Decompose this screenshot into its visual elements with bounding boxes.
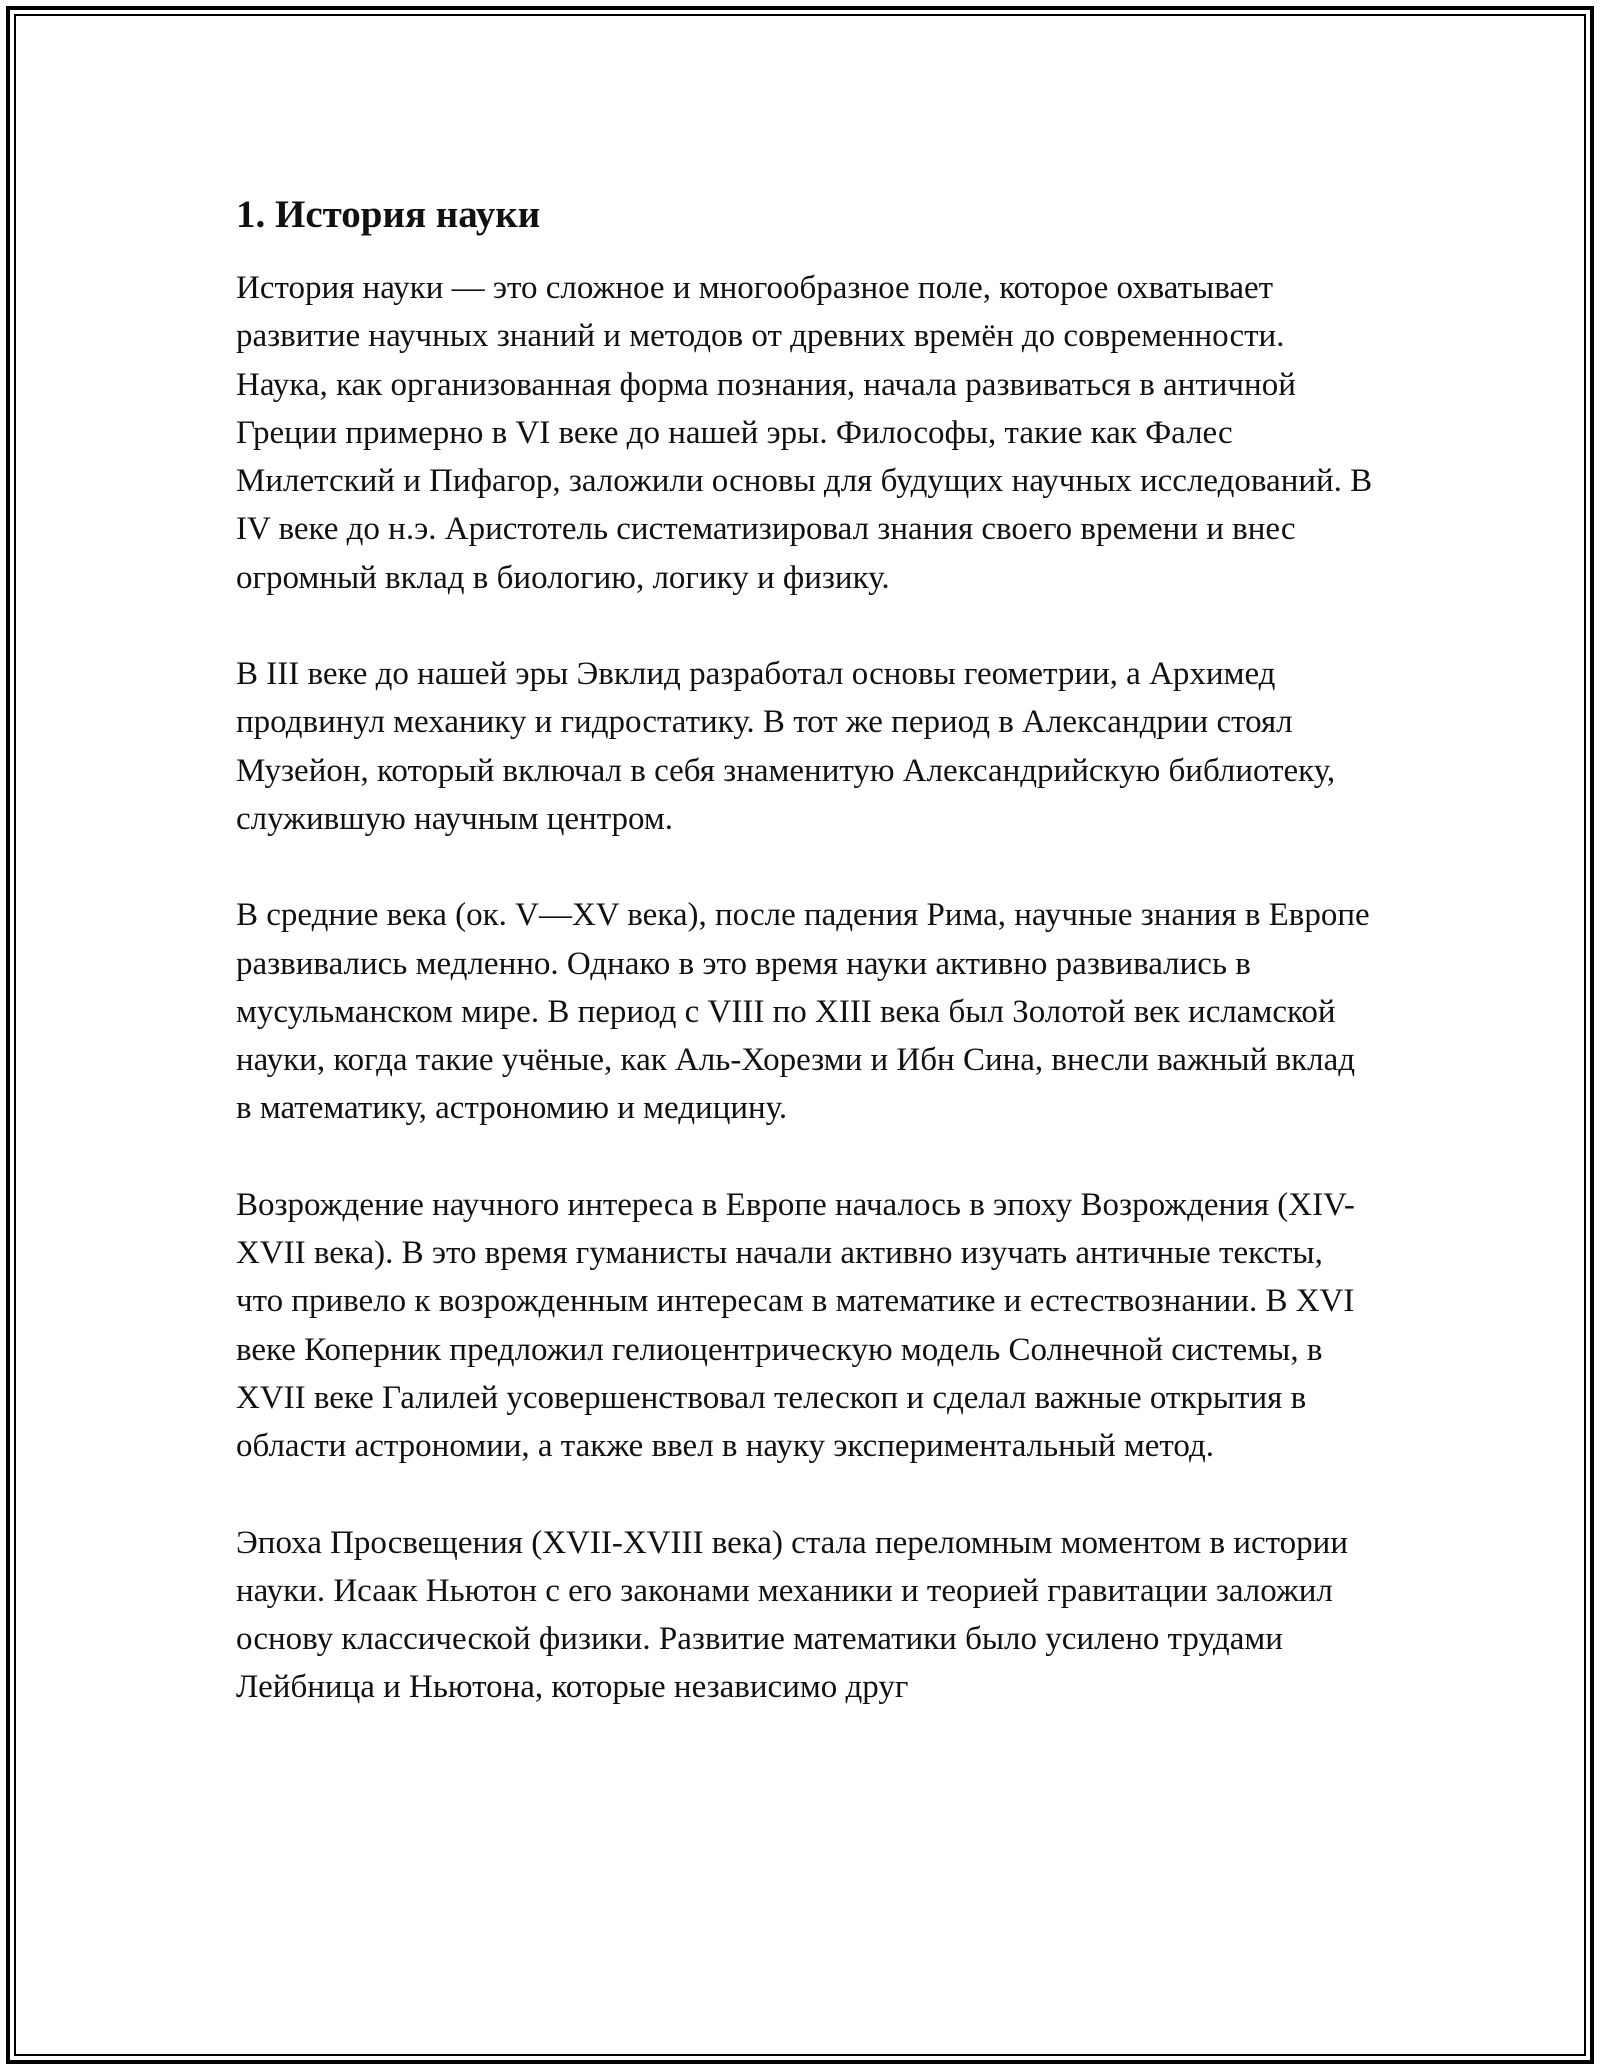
paragraph-5: Эпоха Просвещения (XVII-XVIII века) стала переломным моментом в истории науки. Исаак Ньютон с его законами механики и теорией гравитации заложил основу классической физики. Развитие математики было усилено трудами Лейбница и Ньютона, которые независимо друг	[236, 1524, 1348, 1706]
paragraph-3: В средние века (ок. V—XV века), после падения Рима, научные знания в Европе развивались медленно. Однако в это время науки активно развивались в мусульманском мире. В период с VIII по XIII века был Золотой век исламской науки, когда такие учёные, как Аль-Хорезми и Ибн Сина, внесли важный вклад в математику, астрономию и медицину.	[236, 897, 1370, 1127]
paragraph-1: История науки — это сложное и многообразное поле, которое охватывает развитие научных знаний и методов от древних времён до современности. Наука, как организованная форма познания, начала развиваться в античной Греции примерно в VI веке до нашей эры. Философы, такие как Фалес Милетский и Пифагор, заложили основы для будущих научных исследований. В IV веке до н.э. Аристотель систематизировал знания своего времени и внес огромный вклад в биологию, логику и физику.	[236, 270, 1373, 596]
paragraph-2: В III веке до нашей эры Эвклид разработал основы геометрии, а Архимед продвинул механику и гидростатику. В тот же период в Александрии стоял Музейон, который включал в себя знаменитую Александрийскую библиотеку, служившую научным центром.	[236, 656, 1336, 837]
section-heading: 1. История науки	[236, 193, 541, 236]
paragraph-4: Возрождение научного интереса в Европе началось в эпоху Возрождения (XIV-XVII века). В это время гуманисты начали активно изучать античные тексты, что привело к возрожденным интересам в математике и естествознании. В XVI веке Коперник предложил гелиоцентрическую модель Солнечной системы, в XVII веке Галилей усовершенствовал телескоп и сделал важные открытия в области астрономии, а также ввел в науку экспериментальный метод.	[236, 1186, 1355, 1465]
document-body	[236, 188, 1376, 1712]
